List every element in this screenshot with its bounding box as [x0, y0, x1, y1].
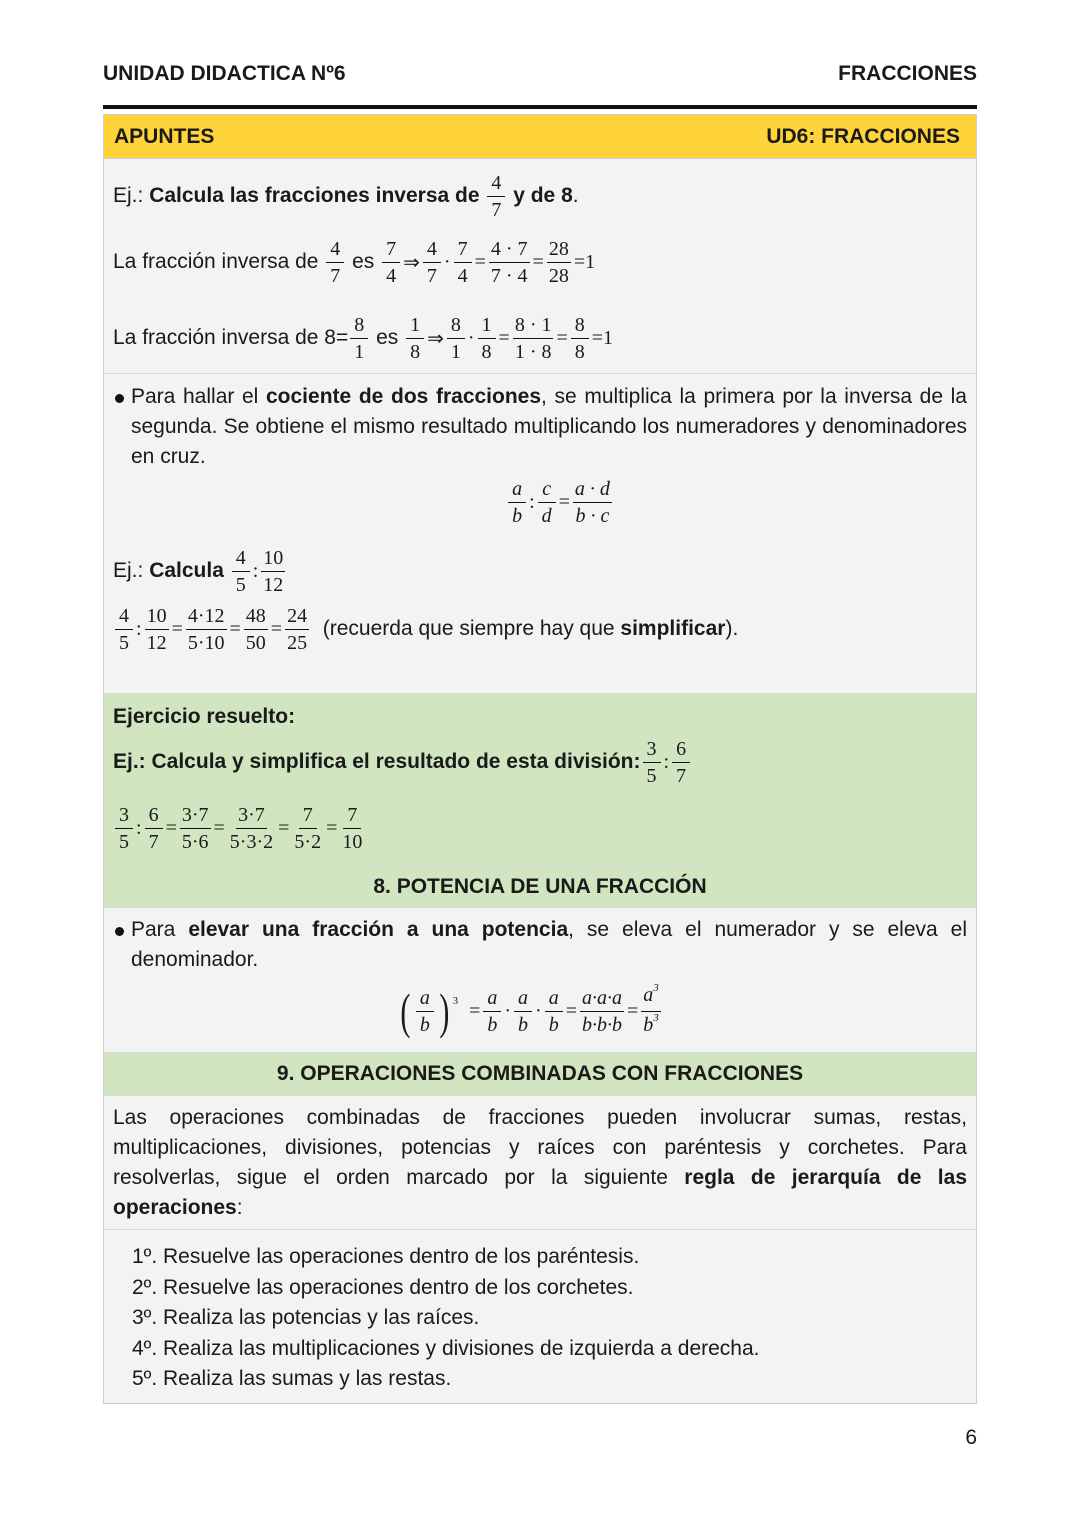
numerator: $a^3$	[641, 982, 661, 1012]
math-operator: =	[474, 250, 486, 273]
text-run: , se eleva el numerador y se eleva el denominador.	[131, 918, 967, 971]
math	[178, 802, 213, 855]
math-operator: =	[498, 326, 510, 349]
numerator: 8	[571, 312, 589, 339]
math-operator: :	[252, 559, 259, 582]
math-operator: =	[565, 999, 577, 1022]
unit-title: UNIDAD DIDACTICA Nº6	[103, 62, 346, 85]
math-operator: ·	[535, 999, 542, 1022]
text-run: elevar una fracción a una potencia	[188, 918, 569, 941]
denominator: 8	[481, 340, 492, 363]
denominator: 12	[263, 573, 284, 596]
denominator: b	[419, 1013, 430, 1036]
denominator: 7	[676, 764, 687, 787]
fraction	[350, 312, 368, 365]
math	[569, 312, 591, 365]
math	[545, 236, 573, 289]
fraction	[285, 603, 309, 656]
math	[481, 985, 503, 1038]
text-run: simplificar	[620, 617, 726, 640]
step-item: 1º. Resuelve las operaciones dentro de los paréntesis.	[132, 1245, 640, 1268]
denominator: 25	[287, 631, 308, 654]
text-run: Para	[131, 918, 189, 941]
numerator: 10	[145, 603, 169, 630]
fraction	[513, 312, 554, 365]
math-operator: =	[469, 999, 481, 1022]
fraction	[454, 236, 472, 289]
text-run: Ej.:	[113, 559, 150, 582]
math	[485, 170, 507, 223]
math	[578, 985, 626, 1038]
math-operator: =	[626, 999, 639, 1022]
fraction	[244, 603, 268, 656]
text-run: Ej.: Calcula y simplifica el resultado de esta división:	[113, 750, 641, 773]
fraction	[340, 802, 364, 855]
fraction	[382, 236, 400, 289]
step-item: 2º. Resuelve las operaciones dentro de los corchetes.	[132, 1275, 634, 1299]
math	[230, 545, 252, 598]
math-operator: :	[136, 816, 142, 839]
numerator: 3·7	[180, 802, 211, 829]
fraction	[571, 312, 589, 365]
numerator: 4·12	[186, 603, 227, 630]
topic-title: FRACCIONES	[838, 62, 977, 85]
fraction	[115, 603, 133, 656]
numerator: 7	[454, 236, 472, 263]
step-item: 4º. Realiza las multiplicaciones y divisiones de izquierda a derecha.	[132, 1336, 760, 1360]
numerator: 8 · 1	[513, 312, 554, 339]
fraction	[416, 985, 434, 1038]
denominator: 4	[457, 264, 468, 287]
numerator: 6	[672, 736, 690, 763]
notes-box	[103, 114, 977, 1404]
math-operator: =	[558, 490, 570, 513]
math-operator: ⇒	[427, 327, 444, 350]
denominator: 7 · 4	[490, 264, 528, 287]
numerator: a	[416, 985, 434, 1012]
numerator: c	[538, 476, 556, 503]
fraction	[641, 982, 661, 1041]
text-run: Calcula	[149, 559, 230, 582]
fraction	[232, 545, 250, 598]
header-rule	[103, 105, 977, 109]
numerator: 1	[406, 312, 424, 339]
solved-answer	[113, 796, 967, 860]
text-run: es	[346, 250, 381, 273]
math	[113, 603, 135, 656]
denominator: 5·10	[187, 631, 225, 654]
denominator: b	[487, 1013, 498, 1036]
numerator: a	[483, 985, 501, 1012]
fraction	[145, 802, 163, 855]
fraction	[228, 802, 275, 855]
exponent: 3	[452, 995, 459, 1007]
inverse-section	[104, 159, 976, 374]
math-operator: =	[213, 816, 225, 839]
denominator: b	[512, 504, 523, 527]
denominator: 5·3·2	[229, 830, 274, 853]
math	[445, 312, 467, 365]
text-run: (recuerda que siempre hay que	[311, 617, 621, 640]
numerator: 8	[447, 312, 465, 339]
denominator: $b^3$	[643, 1011, 659, 1036]
numerator: 3	[643, 736, 661, 763]
fraction	[115, 802, 133, 855]
math-operator: =1	[591, 326, 614, 349]
denominator: 12	[146, 631, 167, 654]
section-8-title: 8. POTENCIA DE UNA FRACCIÓN	[104, 866, 976, 908]
quotient-result	[113, 600, 967, 658]
text-run: Calcula las fracciones inversa de	[149, 184, 486, 207]
numerator: 28	[547, 236, 571, 263]
power-rule	[113, 915, 967, 975]
denominator: 5	[119, 830, 129, 853]
math	[338, 802, 366, 855]
numerator: 3·7	[236, 802, 267, 829]
math	[380, 236, 402, 289]
text-run: Para hallar el	[131, 385, 266, 408]
math	[113, 802, 135, 855]
math-operator: =	[270, 617, 283, 640]
numerator: a · d	[573, 476, 612, 503]
solved-question	[113, 732, 967, 792]
hierarchy-steps	[113, 1230, 967, 1403]
math	[506, 476, 528, 529]
math	[452, 236, 474, 289]
math	[571, 476, 614, 529]
math-operator: =1	[573, 250, 596, 273]
fraction	[447, 312, 465, 365]
section-9-title: 9. OPERACIONES COMBINADAS CON FRACCIONES	[104, 1053, 976, 1096]
numerator: 7	[343, 802, 361, 829]
solved-heading: Ejercicio resuelto:	[113, 705, 296, 728]
numerator: 1	[478, 312, 496, 339]
numerator: 7	[299, 802, 317, 829]
numerator: 3	[115, 802, 133, 829]
math	[226, 802, 277, 855]
math	[512, 985, 534, 1038]
math	[670, 736, 692, 789]
math-operator: =	[556, 326, 568, 349]
math	[143, 603, 171, 656]
unit-label: UD6: FRACCIONES	[766, 124, 960, 148]
math	[511, 312, 556, 365]
quotient-formula	[153, 472, 967, 532]
math-operator: ·	[443, 250, 451, 273]
math	[143, 802, 165, 855]
math	[536, 476, 558, 529]
math	[639, 982, 663, 1041]
math	[421, 236, 443, 289]
math	[404, 312, 426, 365]
page-number: 6	[965, 1426, 977, 1449]
text-run: :	[236, 1196, 243, 1219]
fraction	[261, 545, 285, 598]
denominator: 4	[386, 264, 397, 287]
inverse-of-integer	[113, 303, 967, 373]
fraction	[573, 476, 612, 529]
denominator: 8	[574, 340, 585, 363]
math	[476, 312, 498, 365]
fraction	[538, 476, 556, 529]
denominator: 10	[342, 830, 363, 853]
fraction	[478, 312, 496, 365]
numerator: 4	[232, 545, 250, 572]
math	[283, 603, 311, 656]
text-run: La fracción inversa de	[113, 250, 325, 273]
denominator: b · c	[575, 504, 610, 527]
math-operator: =	[326, 816, 338, 839]
text-run: regla de jerarquía de las operaciones	[113, 1166, 968, 1219]
fraction	[580, 985, 624, 1038]
fraction	[545, 985, 563, 1038]
step-item: 5º. Realiza las sumas y las restas.	[132, 1367, 452, 1390]
math-operator: ·	[504, 999, 512, 1022]
page-header	[103, 62, 977, 86]
numerator: 8	[350, 312, 368, 339]
denominator: 5·2	[294, 830, 322, 853]
notes-bar	[104, 115, 976, 159]
quotient-rule	[113, 382, 967, 472]
math	[242, 603, 270, 656]
math-operator: :	[663, 750, 670, 773]
denominator: b	[548, 1013, 559, 1036]
numerator: 48	[244, 603, 268, 630]
fraction	[423, 236, 441, 289]
inverse-of-fraction	[113, 227, 967, 297]
math-operator: =	[165, 816, 177, 839]
fraction	[547, 236, 571, 289]
math	[259, 545, 287, 598]
math-operator: ·	[467, 326, 475, 349]
numerator: 4	[326, 236, 344, 263]
solved-exercise	[104, 694, 976, 866]
text-run: es	[370, 326, 405, 349]
denominator: b	[518, 1013, 529, 1036]
step-item: 3º. Realiza las potencias y las raíces.	[132, 1306, 480, 1329]
math	[324, 236, 346, 289]
quotient-section	[104, 374, 976, 694]
text-run: ).	[725, 617, 739, 640]
denominator: 7	[426, 264, 437, 287]
text-run: Las operaciones combinadas de fracciones pueden involucrar sumas, restas, multiplicaciones, divisiones, potencias y raíces con paréntesis y corchetes. Para resolverlas, sigue el orden marcado por la siguiente	[113, 1106, 967, 1189]
numerator: 4 · 7	[489, 236, 530, 263]
denominator: 7	[148, 830, 159, 853]
math-operator: ⇒	[403, 251, 420, 274]
power-formula	[93, 975, 967, 1047]
numerator: a·a·a	[580, 985, 624, 1012]
denominator: 7	[491, 198, 502, 221]
denominator: 1 · 8	[514, 340, 552, 363]
fraction	[483, 985, 501, 1038]
fraction	[508, 476, 526, 529]
math-operator: =	[229, 617, 241, 640]
math	[543, 985, 565, 1038]
text-run: , se multiplica la primera por la inversa de la segunda. Se obtiene el mismo resultado multiplicando los numeradores y denominadores en cruz.	[131, 385, 967, 468]
numerator: 7	[382, 236, 400, 263]
numerator: a	[545, 985, 563, 1012]
math-operator: =	[278, 816, 290, 839]
denominator: 1	[450, 340, 461, 363]
combined-ops-paragraph	[104, 1096, 976, 1230]
fraction	[489, 236, 530, 289]
numerator: 4	[487, 170, 505, 197]
numerator: a	[508, 476, 526, 503]
math-operator: :	[136, 617, 142, 640]
numerator: 6	[145, 802, 163, 829]
math	[290, 802, 325, 855]
numerator: 4	[423, 236, 441, 263]
denominator: b·b·b	[581, 1013, 622, 1036]
hierarchy-list-section	[104, 1230, 976, 1403]
fraction	[672, 736, 690, 789]
math-operator: =	[532, 250, 544, 273]
denominator: 1	[354, 340, 365, 363]
denominator: 7	[330, 264, 341, 287]
fraction	[145, 603, 169, 656]
text-run: La fracción inversa de 8=	[113, 326, 349, 349]
text-run: .	[572, 184, 579, 207]
power-section	[104, 908, 976, 1053]
fraction	[180, 802, 211, 855]
numerator: a	[514, 985, 532, 1012]
fraction	[406, 312, 424, 365]
numerator: 24	[285, 603, 309, 630]
math	[641, 736, 663, 789]
text-run: y de 8	[507, 184, 573, 207]
math	[184, 603, 229, 656]
denominator: 8	[410, 340, 421, 363]
fraction	[326, 236, 344, 289]
fraction	[514, 985, 532, 1038]
notes-label: APUNTES	[114, 124, 215, 148]
denominator: 50	[245, 631, 266, 654]
numerator: 4	[115, 603, 133, 630]
inverse-example	[113, 169, 967, 223]
text-run: Ej.:	[113, 184, 150, 207]
math-operator: =	[171, 617, 183, 640]
math-operator: :	[529, 490, 535, 513]
denominator: 28	[548, 264, 569, 287]
fraction	[487, 170, 505, 223]
exponent: 3	[653, 1011, 659, 1024]
math	[487, 236, 532, 289]
fraction	[186, 603, 227, 656]
denominator: 5	[119, 631, 129, 654]
exponent: 3	[653, 981, 659, 994]
quotient-example	[113, 542, 967, 600]
numerator: 10	[261, 545, 285, 572]
denominator: 5·6	[181, 830, 209, 853]
denominator: d	[541, 504, 552, 527]
text-run: cociente de dos fracciones	[266, 385, 542, 408]
denominator: 5	[235, 573, 246, 596]
parenthesized-fraction: ( $\frac{a}{b}$ ) $^3$	[400, 983, 459, 1039]
fraction	[292, 802, 323, 855]
fraction	[643, 736, 661, 789]
math	[348, 312, 370, 365]
denominator: 5	[646, 764, 657, 787]
